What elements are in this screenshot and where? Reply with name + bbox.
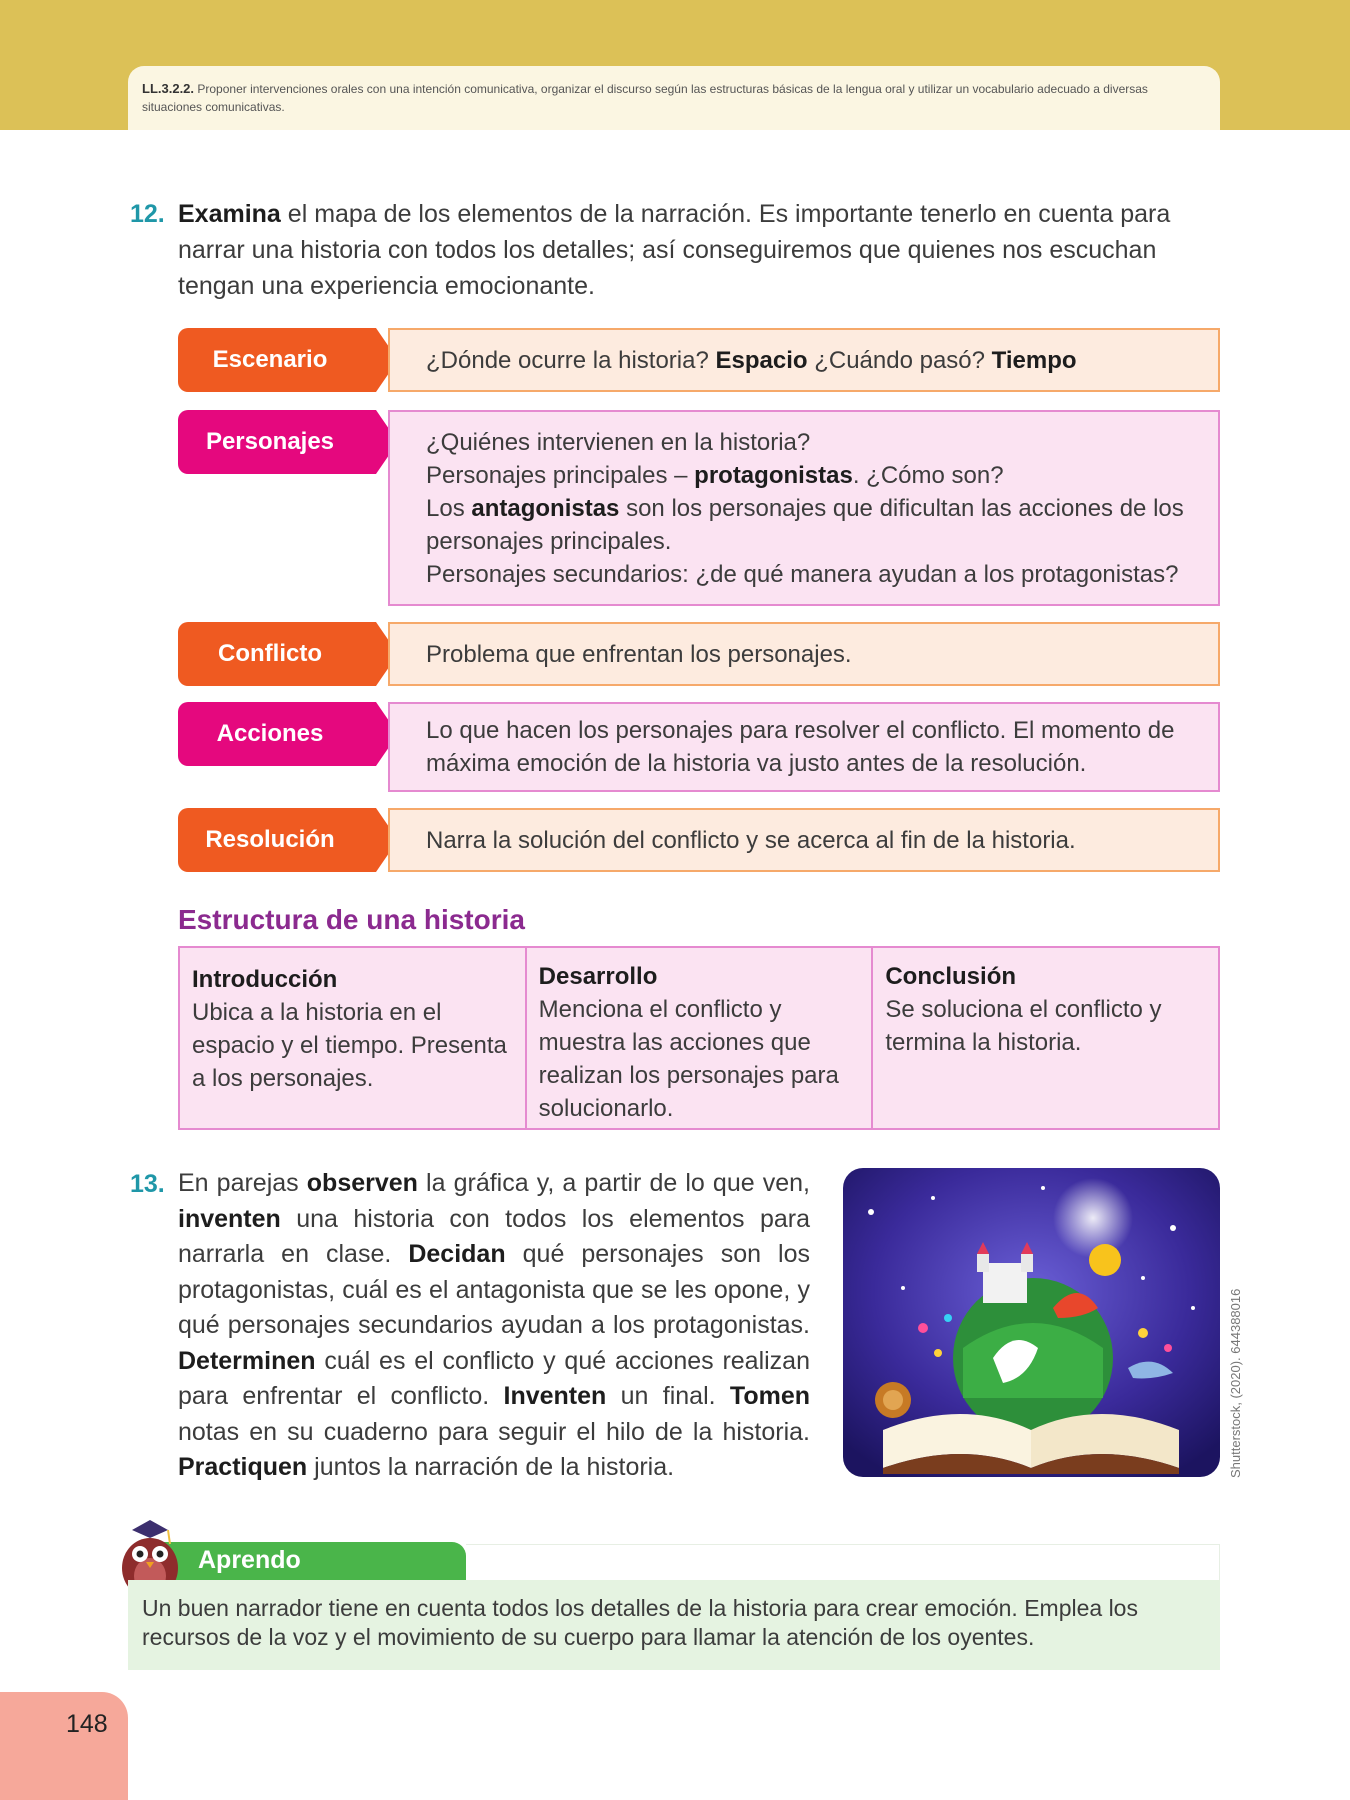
structure-col-desarrollo: [527, 948, 874, 1128]
escenario-q1: ¿Dónde ocurre la historia?: [426, 346, 716, 374]
a13-t8: juntos la narración de la historia.: [307, 1453, 675, 1481]
map-row-escenario: [178, 328, 1220, 392]
storybook-illustration: [843, 1168, 1220, 1477]
personajes-line3b: antagonistas: [471, 494, 620, 522]
col-text: Menciona el conflicto y muestra las acciones que realizan los personajes para solucionarlo.: [538, 996, 839, 1122]
personajes-line2b: protagonistas: [694, 461, 853, 489]
escenario-b1: Espacio: [715, 346, 808, 374]
skill-card: [128, 66, 1220, 130]
personajes-line3c: son los personajes que dificultan las acciones de los personajes principales.: [426, 494, 1184, 555]
a13-t5: cuál es el conflicto y qué acciones realizan para enfrentar el conflicto.: [178, 1346, 810, 1410]
skill-statement: [142, 80, 1206, 116]
map-row-acciones: [178, 702, 1220, 792]
tag-conflicto: Conflicto: [178, 622, 376, 686]
personajes-line3: [426, 492, 1204, 558]
activity-text: [178, 1166, 810, 1486]
personajes-line4: Personajes secundarios: ¿de qué manera ayudan a los protagonistas?: [426, 560, 1179, 588]
map-row-conflicto: [178, 622, 1220, 686]
resolucion-text: Narra la solución del conflicto y se acerca al fin de la historia.: [426, 826, 1076, 854]
a13-t4: qué personajes son los protagonistas, cuál es el antagonista que se les opone, y qué personajes secundarios ayudan a los protagonistas.: [178, 1240, 810, 1339]
a13-t1: En parejas: [178, 1169, 307, 1197]
a13-b4: Determinen: [178, 1346, 316, 1375]
map-row-resolucion: [178, 808, 1220, 872]
aprendo-label: Aprendo: [198, 1546, 301, 1574]
activity-12: [130, 196, 1220, 304]
a13-b6: Tomen: [729, 1382, 810, 1410]
aprendo-header: [148, 1542, 466, 1580]
a13-t6: un final.: [606, 1382, 730, 1410]
col-title: Desarrollo: [538, 963, 658, 990]
activity-verb: Examina: [178, 200, 281, 228]
box-escenario: [388, 328, 1220, 392]
box-resolucion: [388, 808, 1220, 872]
box-acciones: [388, 702, 1220, 792]
col-title: Conclusión: [885, 963, 1017, 990]
tag-escenario: Escenario: [178, 328, 376, 392]
a13-t3: una historia con todos los elementos para narrarla en clase.: [178, 1204, 810, 1268]
page-tab: [0, 1692, 128, 1800]
col-text: Ubica a la historia en el espacio y el tiempo. Presenta a los personajes.: [192, 999, 507, 1092]
activity-number: 13.: [130, 1170, 165, 1198]
a13-t2: la gráfica y, a partir de lo que ven,: [417, 1169, 810, 1197]
box-conflicto: [388, 622, 1220, 686]
activity-13: [130, 1166, 810, 1486]
structure-table: [178, 946, 1220, 1130]
activity-text: [178, 196, 1220, 304]
a13-t7: notas en su cuaderno para seguir el hilo de la historia.: [178, 1417, 810, 1446]
acciones-text: Lo que hacen los personajes para resolver el conflicto. El momento de máxima emoción de la historia va justo antes de la resolución.: [426, 717, 1175, 777]
escenario-text: [426, 344, 1204, 377]
box-personajes: [388, 410, 1220, 606]
personajes-line2a: Personajes principales –: [426, 461, 695, 489]
image-credit: Shutterstock, (2020). 644388016: [1228, 1288, 1243, 1478]
a13-b1: observen: [306, 1169, 418, 1197]
map-row-personajes: [178, 410, 1220, 606]
tag-resolucion: Resolución: [178, 808, 376, 872]
aprendo-text: Un buen narrador tiene en cuenta todos los detalles de la historia para crear emoción. Emplea los recursos de la voz y el movimiento de su cuerpo para llamar la atención de los oyentes.: [142, 1595, 1138, 1650]
structure-col-introduccion: [180, 948, 527, 1128]
col-text: Se soluciona el conflicto y termina la historia.: [885, 996, 1162, 1056]
personajes-line1: ¿Quiénes intervienen en la historia?: [426, 428, 811, 456]
page-number: 148: [66, 1710, 108, 1738]
a13-b3: Decidan: [408, 1240, 506, 1268]
structure-title: Estructura de una historia: [178, 904, 525, 935]
a13-b2: inventen: [178, 1204, 281, 1233]
activity-number: 12.: [130, 200, 165, 228]
personajes-line2c: . ¿Cómo son?: [852, 461, 1004, 489]
activity-sentence: el mapa de los elementos de la narración. Es importante tenerlo en cuenta para narrar una historia con todos los detalles; así conseguiremos que quienes nos escuchan tengan una experiencia emocionante.: [178, 200, 1171, 300]
skill-text: Proponer intervenciones orales con una intención comunicativa, organizar el discurso según las estructuras básicas de la lengua oral y utilizar un vocabulario adecuado a diversas situaciones comunicativas.: [142, 82, 1148, 114]
tag-personajes: Personajes: [178, 410, 376, 474]
skill-code: LL.3.2.2.: [142, 81, 195, 96]
conflicto-text: Problema que enfrentan los personajes.: [426, 640, 852, 668]
a13-b5: Inventen: [503, 1382, 607, 1410]
structure-col-conclusion: [873, 948, 1218, 1128]
a13-b7: Practiquen: [178, 1453, 308, 1481]
aprendo-frame: [466, 1544, 1220, 1580]
col-title: Introducción: [192, 966, 338, 993]
escenario-q2: ¿Cuándo pasó?: [807, 346, 992, 374]
escenario-b2: Tiempo: [991, 346, 1077, 374]
tag-acciones: Acciones: [178, 702, 376, 766]
personajes-line3a: Los: [426, 494, 472, 522]
personajes-line2: [426, 459, 1204, 492]
aprendo-box: [128, 1580, 1220, 1670]
